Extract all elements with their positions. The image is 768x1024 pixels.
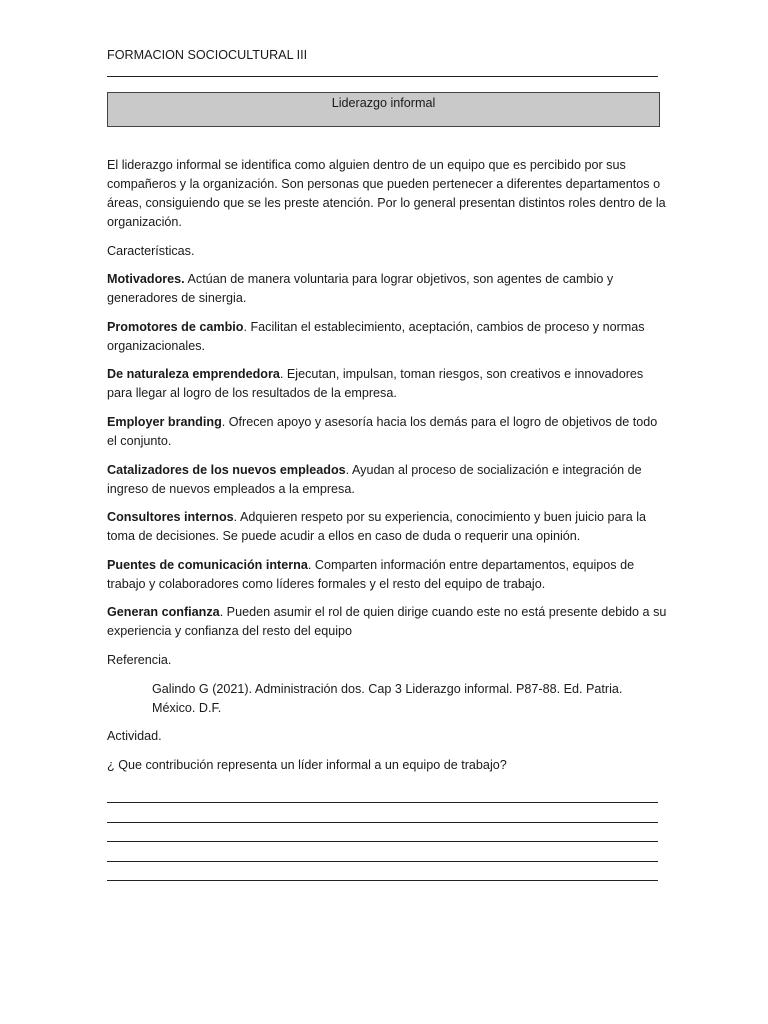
document-body xyxy=(107,156,667,784)
answer-line xyxy=(107,802,658,822)
characteristic-term: De naturaleza emprendedora xyxy=(107,367,280,382)
activity-heading: Actividad. xyxy=(107,729,162,744)
characteristics-heading: Características. xyxy=(107,243,195,258)
characteristic-item xyxy=(107,318,667,356)
answer-line xyxy=(107,861,658,881)
answer-line xyxy=(107,841,658,861)
characteristic-description: . Adquieren respeto por su experiencia, conocimiento y buen juicio para la toma de decisiones. Se puede acudir a ellos en caso de duda o requerir una opinión. xyxy=(107,510,647,544)
characteristic-item xyxy=(107,461,667,499)
characteristic-item xyxy=(107,413,667,451)
characteristic-item xyxy=(107,556,667,594)
characteristic-term: Promotores de cambio xyxy=(107,319,244,334)
answer-line xyxy=(107,822,658,842)
characteristic-item xyxy=(107,365,667,403)
characteristic-term: Catalizadores de los nuevos empleados xyxy=(107,462,346,477)
reference-heading: Referencia. xyxy=(107,652,172,667)
answer-line xyxy=(107,880,658,900)
title-box xyxy=(107,92,660,127)
characteristic-item xyxy=(107,603,667,641)
characteristic-term: Motivadores. xyxy=(107,272,185,287)
characteristic-description: Actúan de manera voluntaria para lograr objetivos, son agentes de cambio y generadores de sinergia. xyxy=(107,272,614,306)
activity-question: ¿ Que contribución representa un líder informal a un equipo de trabajo? xyxy=(107,757,507,772)
course-title: FORMACION SOCIOCULTURAL III xyxy=(107,48,308,62)
characteristic-term: Generan confianza xyxy=(107,605,220,620)
intro-paragraph: El liderazgo informal se identifica como alguien dentro de un equipo que es percibido por sus compañeros y la organización. Son personas que pueden pertenecer a diferentes departamentos o áreas, consiguiendo que se les preste atención. Por lo general presentan distintos roles dentro de la organización. xyxy=(107,158,666,229)
characteristic-term: Consultores internos xyxy=(107,510,234,525)
header-underline xyxy=(107,76,658,77)
characteristic-description: . Ayudan al proceso de socialización e integración de ingreso de nuevos empleados a la empresa. xyxy=(107,462,642,496)
document-title: Liderazgo informal xyxy=(331,96,436,110)
characteristic-item xyxy=(107,270,667,308)
characteristic-term: Employer branding xyxy=(107,414,222,429)
characteristic-term: Puentes de comunicación interna xyxy=(107,557,308,572)
characteristic-description: . Comparten información entre departamentos, equipos de trabajo y colaboradores como líderes formales y el resto del equipo de trabajo. xyxy=(107,557,635,591)
answer-lines xyxy=(107,802,658,900)
characteristic-description: . Ejecutan, impulsan, toman riesgos, son creativos e innovadores para llegar al logro de los resultados de la empresa. xyxy=(107,367,644,401)
characteristic-description: . Pueden asumir el rol de quien dirige cuando este no está presente debido a su experiencia y confianza del resto del equipo xyxy=(107,605,667,639)
characteristic-description: . Ofrecen apoyo y asesoría hacia los demás para el logro de objetivos de todo el conjunto. xyxy=(107,414,658,448)
reference-citation: Galindo G (2021). Administración dos. Cap 3 Liderazgo informal. P87-88. Ed. Patria. México. D.F. xyxy=(152,681,623,715)
characteristic-description: . Facilitan el establecimiento, aceptación, cambios de proceso y normas organizacionales. xyxy=(107,319,645,353)
characteristic-item xyxy=(107,508,667,546)
